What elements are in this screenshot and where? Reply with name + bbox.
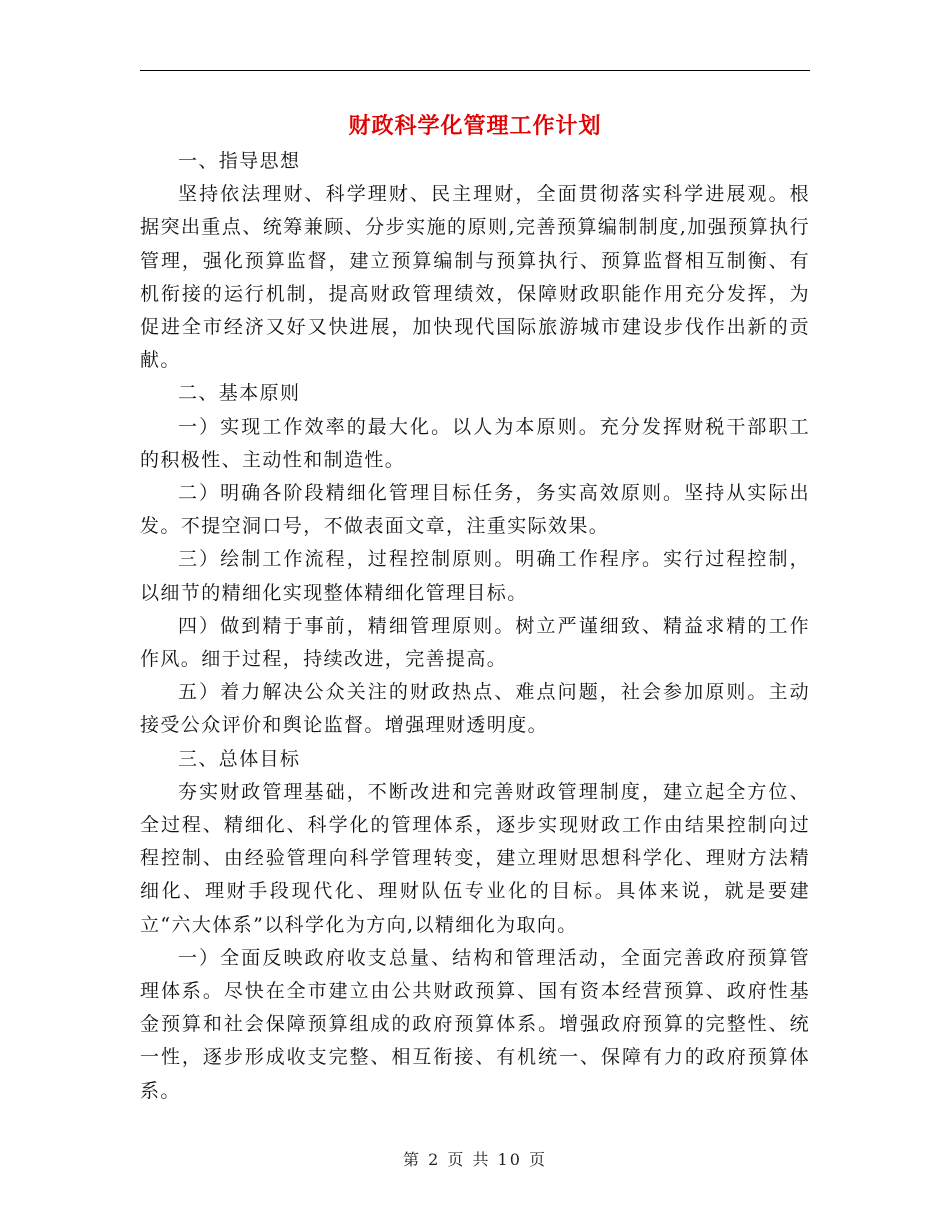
paragraph-principle-3: 三）绘制工作流程，过程控制原则。明确工作程序。实行过程控制，以细节的精细化实现整体精细化管理目标。	[140, 548, 810, 604]
document-title: 财政科学化管理工作计划	[348, 113, 602, 139]
paragraph-overall-goals: 夯实财政管理基础，不断改进和完善财政管理制度，建立起全方位、全过程、精细化、科学化的管理体系，逐步实现财政工作由结果控制向过程控制、由经验管理向科学管理转变，建立理财思想科学化、理财方法精细化、理财手段现代化、理财队伍专业化的目标。具体来说，就是要建立“六大体系”以科学化为方向,以精细化为取向。	[140, 780, 810, 936]
paragraph-principle-4: 四）做到精于事前，精细管理原则。树立严谨细致、精益求精的工作作风。细于过程，持续改进，完善提高。	[140, 614, 810, 671]
heading-overall-goals: 三、总体目标	[178, 747, 301, 770]
paragraph-principle-1: 一）实现工作效率的最大化。以人为本原则。充分发挥财税干部职工的积极性、主动性和制造性。	[140, 415, 810, 471]
heading-basic-principles: 二、基本原则	[178, 382, 301, 405]
header-rule	[140, 70, 810, 71]
paragraph-guiding-ideology: 坚持依法理财、科学理财、民主理财，全面贯彻落实科学进展观。根据突出重点、统筹兼顾、分步实施的原则,完善预算编制制度,加强预算执行管理，强化预算监督，建立预算编制与预算执行、预算监督相互制衡、有机衔接的运行机制，提高财政管理绩效，保障财政职能作用充分发挥，为促进全市经济又好又快进展，加快现代国际旅游城市建设步伐作出新的贡献。	[140, 183, 810, 372]
paragraph-principle-5: 五）着力解决公众关注的财政热点、难点问题，社会参加原则。主动接受公众评价和舆论监督。增强理财透明度。	[140, 681, 810, 737]
document-body	[140, 145, 810, 1108]
heading-guiding-ideology: 一、指导思想	[178, 150, 301, 172]
paragraph-principle-2: 二）明确各阶段精细化管理目标任务，务实高效原则。坚持从实际出发。不提空洞口号，不做表面文章，注重实际效果。	[140, 482, 810, 538]
paragraph-goal-1: 一）全面反映政府收支总量、结构和管理活动，全面完善政府预算管理体系。尽快在全市建立由公共财政预算、国有资本经营预算、政府性基金预算和社会保障预算组成的政府预算体系。增强政府预算的完整性、统一性，逐步形成收支完整、相互衔接、有机统一、保障有力的政府预算体系。	[140, 946, 810, 1102]
page-number: 第 2 页 共 10 页	[403, 1150, 547, 1169]
